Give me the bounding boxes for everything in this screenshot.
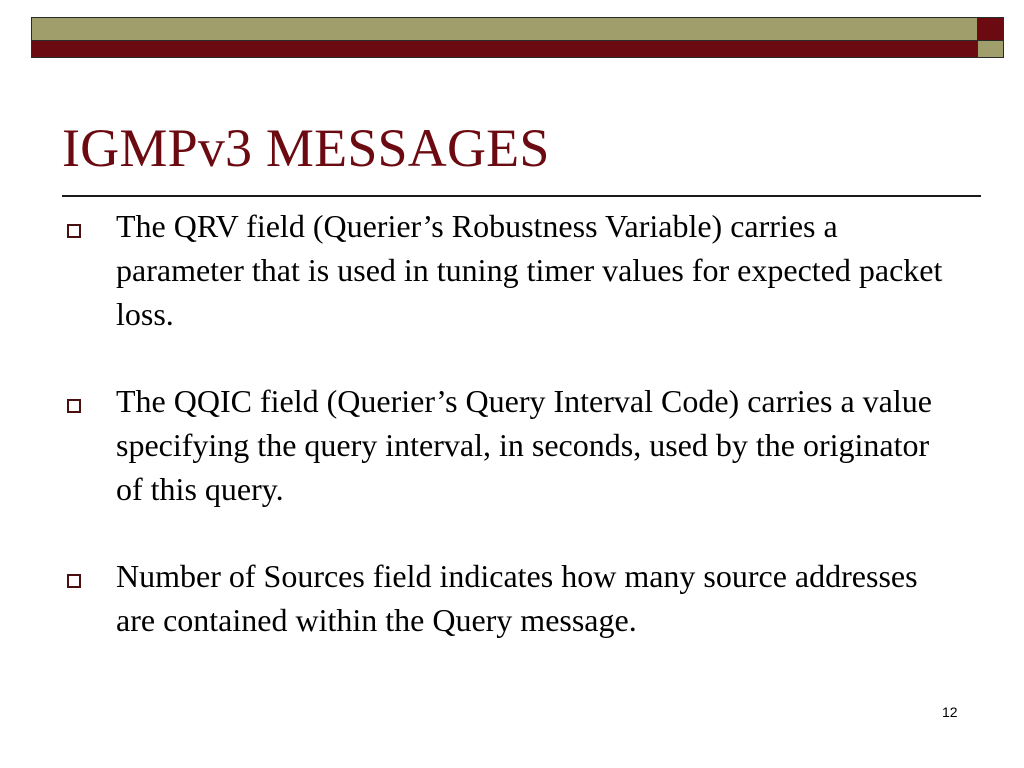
bullet-item [62, 379, 962, 511]
hollow-square-bullet-icon [67, 574, 81, 588]
hollow-square-bullet-icon [67, 224, 81, 238]
header-bar-olive [31, 17, 978, 41]
slide-title: IGMPv3 MESSAGES [62, 118, 550, 178]
hollow-square-bullet-icon [67, 399, 81, 413]
header-bar-maroon [31, 41, 978, 58]
bullet-item [62, 554, 962, 642]
bullet-list [62, 204, 962, 685]
bullet-text: The QRV field (Querier’s Robustness Variable) carries a parameter that is used in tuning timer values for expected packet loss. [116, 208, 943, 332]
bullet-text: The QQIC field (Querier’s Query Interval Code) carries a value specifying the query interval, in seconds, used by the originator of this query. [116, 383, 932, 507]
header-square-olive [977, 41, 1004, 58]
header-square-maroon [977, 17, 1004, 41]
bullet-item [62, 204, 962, 336]
page-number: 12 [942, 704, 958, 720]
title-divider [62, 195, 981, 197]
bullet-text: Number of Sources field indicates how many source addresses are contained within the Query message. [116, 558, 918, 638]
